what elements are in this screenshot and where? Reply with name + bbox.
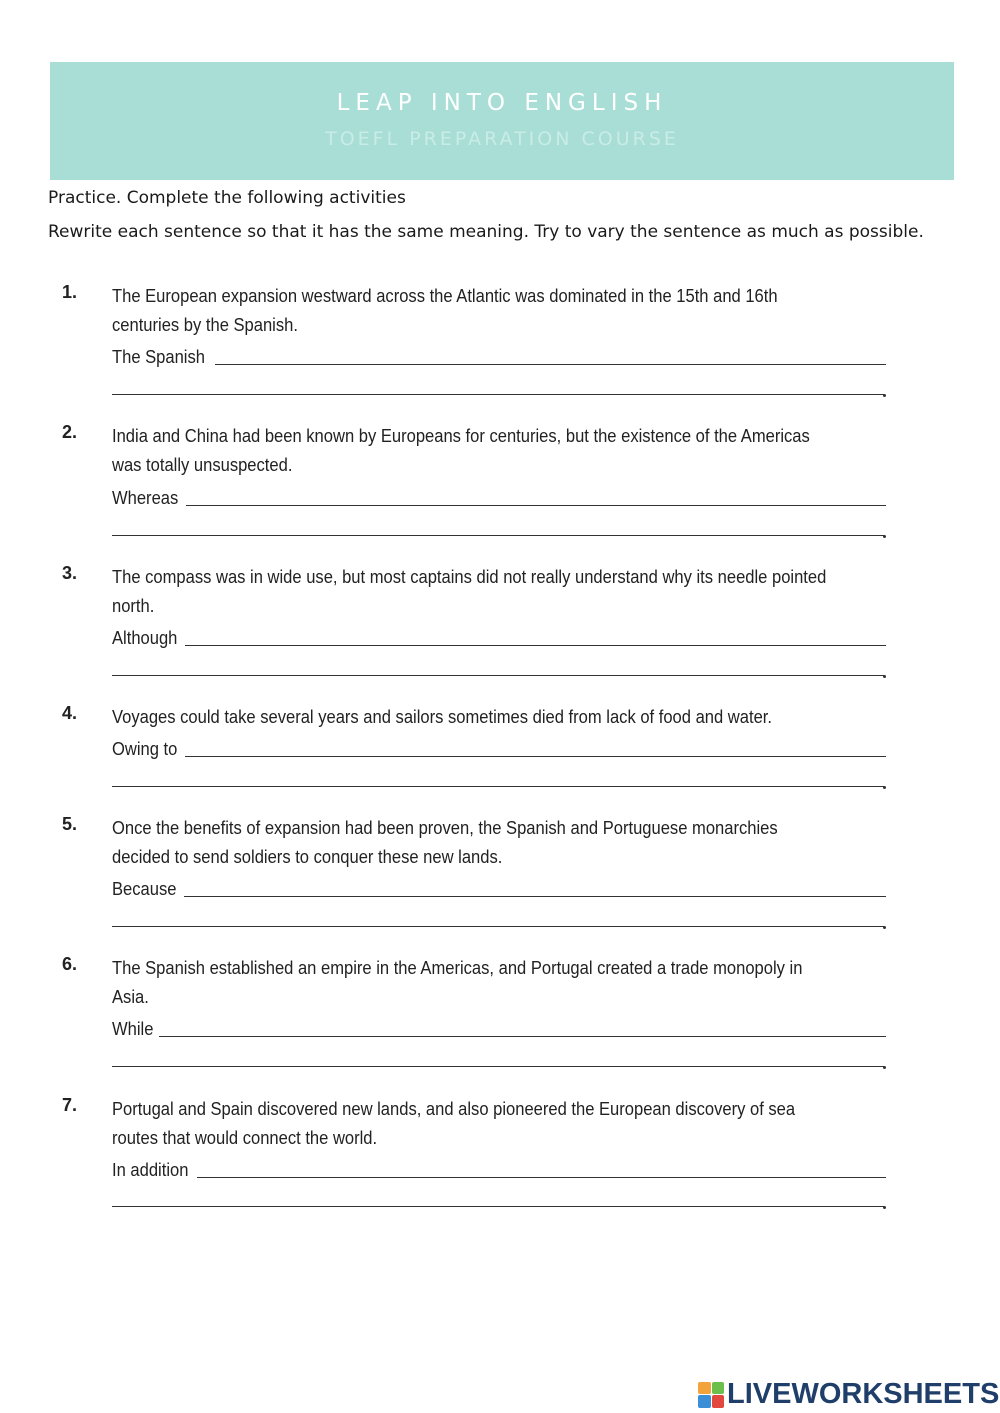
answer-line[interactable] [159,1036,886,1037]
exercise-sentence: Once the benefits of expansion had been proven, the Spanish and Portuguese monarchies decided to send soldiers to conquer these new lands. [112,818,778,867]
header-banner [50,62,954,180]
exercise-number: 2. [62,422,78,442]
instruction-text: Rewrite each sentence so that it has the same meaning. Try to vary the sentence as much as possible. [48,222,924,242]
period-mark [883,394,886,397]
period-mark [883,926,886,929]
answer-line-continuation[interactable] [112,1066,884,1067]
liveworksheets-logo-icon [698,1382,724,1408]
answer-line-continuation[interactable] [112,394,884,395]
answer-line-continuation[interactable] [112,675,884,676]
prompt-word: Although [112,628,178,648]
prompt-word: Owing to [112,739,178,759]
answer-line[interactable] [197,1177,886,1178]
exercise-number: 3. [62,563,78,583]
answer-row-2[interactable] [112,485,886,509]
answer-line[interactable] [215,364,886,365]
answer-line[interactable] [185,756,886,757]
answer-row-4[interactable] [112,736,886,760]
liveworksheets-logo [698,1378,999,1411]
exercise-sentence: The Spanish established an empire in the Americas, and Portugal created a trade monopoly in Asia. [112,958,803,1007]
period-mark [883,786,886,789]
prompt-word: The Spanish [112,347,205,367]
answer-line-continuation[interactable] [112,926,884,927]
brand-name: LIVEWORKSHEETS [727,1378,1000,1410]
exercise-number: 1. [62,282,78,302]
page-title: LEAP INTO ENGLISH [336,90,668,116]
answer-row-1[interactable] [112,344,886,368]
exercise-number: 5. [62,814,78,834]
answer-row-7[interactable] [112,1157,886,1181]
exercise-number: 4. [62,703,78,723]
practice-heading: Practice. Complete the following activities [48,188,406,208]
page-subtitle: TOEFL PREPARATION COURSE [325,128,679,150]
period-mark [883,1206,886,1209]
period-mark [883,1066,886,1069]
answer-line[interactable] [186,505,886,506]
prompt-word: Because [112,879,177,899]
exercise-number: 7. [62,1095,78,1115]
answer-line-continuation[interactable] [112,786,884,787]
answer-row-3[interactable] [112,625,886,649]
answer-row-5[interactable] [112,876,886,900]
exercise-sentence: Portugal and Spain discovered new lands, and also pioneered the European discovery of sea routes that would connect the world. [112,1099,796,1148]
answer-line-continuation[interactable] [112,1206,884,1207]
exercise-sentence: The European expansion westward across the Atlantic was dominated in the 15th and 16th centuries by the Spanish. [112,286,778,335]
period-mark [883,675,886,678]
answer-line-continuation[interactable] [112,535,884,536]
answer-line[interactable] [185,645,886,646]
exercise-number: 6. [62,954,78,974]
exercise-sentence: Voyages could take several years and sailors sometimes died from lack of food and water. [112,707,772,727]
period-mark [883,535,886,538]
prompt-word: In addition [112,1160,189,1180]
exercise-sentence: The compass was in wide use, but most captains did not really understand why its needle pointed north. [112,567,827,616]
prompt-word: While [112,1019,154,1039]
answer-line[interactable] [184,896,886,897]
answer-row-6[interactable] [112,1016,886,1040]
exercise-sentence: India and China had been known by Europeans for centuries, but the existence of the Americas was totally unsuspected. [112,426,810,475]
prompt-word: Whereas [112,488,179,508]
